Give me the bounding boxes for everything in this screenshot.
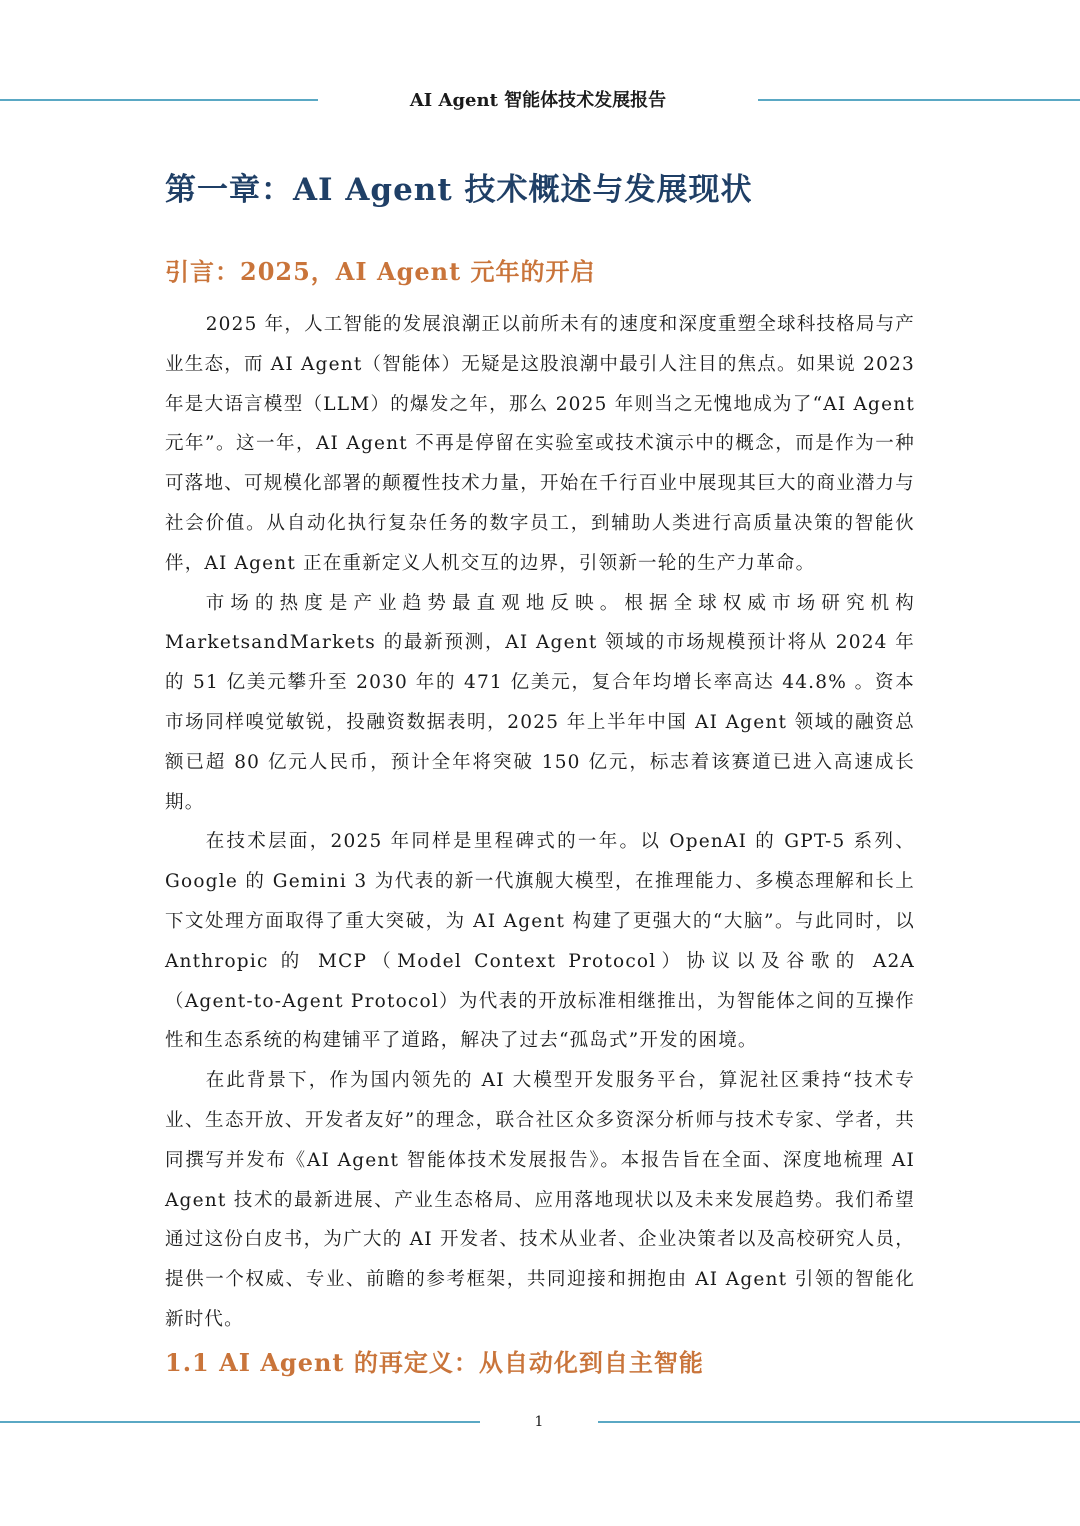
- footer-rule-left: [0, 1421, 480, 1423]
- intro-paragraph-3: 在技术层面，2025 年同样是里程碑式的一年。以 OpenAI 的 GPT-5 系列、Google 的 Gemini 3 为代表的新一代旗舰大模型，在推理能力、多模态理解和长上下文处理方面取得了重大突破，为 AI Agent 构建了更强大的“大脑”。与此同时，以 Anthropic 的 MCP（Model Context Protocol）协议以及谷歌的 A2A（Agent-to-Agent Protocol）为代表的开放标准相继推出，为智能体之间的互操作性和生态系统的构建铺平了道路，解决了过去“孤岛式”开发的困境。: [165, 831, 915, 1052]
- intro-paragraph-2: 市场的热度是产业趋势最直观地反映。根据全球权威市场研究机构 MarketsandMarkets 的最新预测，AI Agent 领域的市场规模预计将从 2024 年的 51 亿美元攀升至 2030 年的 471 亿美元，复合年均增长率高达 44.8% 。资本市场同样嗅觉敏锐，投融资数据表明，2025 年上半年中国 AI Agent 领域的融资总额已超 80 亿元人民币，预计全年将突破 150 亿元，标志着该赛道已进入高速成长期。: [165, 592, 915, 813]
- page-number: 1: [534, 1414, 544, 1430]
- intro-heading: 引言：2025，AI Agent 元年的开启: [165, 257, 596, 286]
- footer-rule-right: [598, 1421, 1080, 1423]
- intro-paragraph-1: 2025 年，人工智能的发展浪潮正以前所未有的速度和深度重塑全球科技格局与产业生态，而 AI Agent（智能体）无疑是这股浪潮中最引人注目的焦点。如果说 2023 年是大语言模型（LLM）的爆发之年，那么 2025 年则当之无愧地成为了“AI Agent 元年”。这一年，AI Agent 不再是停留在实验室或技术演示中的概念，而是作为一种可落地、可规模化部署的颠覆性技术力量，开始在千行百业中展现其巨大的商业潜力与社会价值。从自动化执行复杂任务的数字员工，到辅助人类进行高质量决策的智能伙伴，AI Agent 正在重新定义人机交互的边界，引领新一轮的生产力革命。: [165, 314, 915, 574]
- intro-paragraph-4: 在此背景下，作为国内领先的 AI 大模型开发服务平台，算泥社区秉持“技术专业、生态开放、开发者友好”的理念，联合社区众多资深分析师与技术专家、学者，共同撰写并发布《AI Agent 智能体技术发展报告》。本报告旨在全面、深度地梳理 AI Agent 技术的最新进展、产业生态格局、应用落地现状以及未来发展趋势。我们希望通过这份白皮书，为广大的 AI 开发者、技术从业者、企业决策者以及高校研究人员，提供一个权威、专业、前瞻的参考框架，共同迎接和拥抱由 AI Agent 引领的智能化新时代。: [165, 1070, 915, 1330]
- running-header-title: AI Agent 智能体技术发展报告: [409, 90, 667, 111]
- chapter-title: 第一章：AI Agent 技术概述与发展现状: [165, 172, 753, 208]
- section-1-1-heading: 1.1 AI Agent 的再定义：从自动化到自主智能: [165, 1348, 704, 1377]
- header-rule-left: [0, 99, 318, 101]
- header-rule-right: [758, 99, 1080, 101]
- intro-body: [165, 305, 915, 1340]
